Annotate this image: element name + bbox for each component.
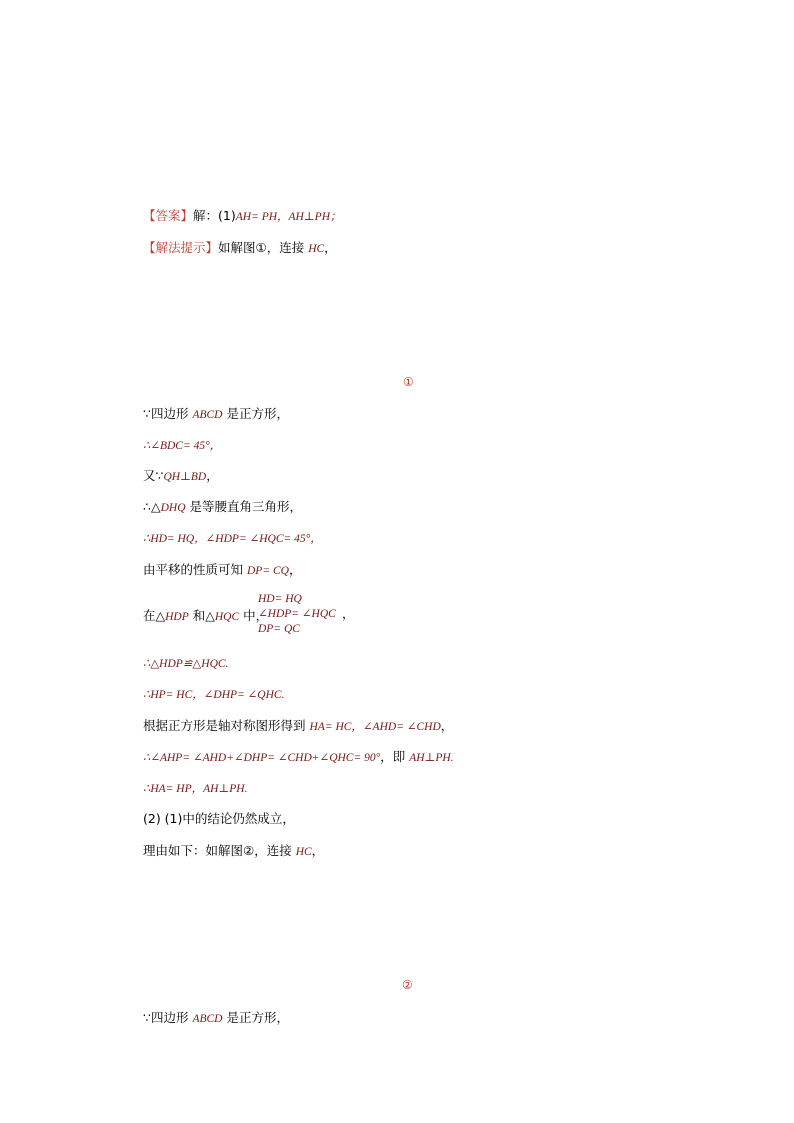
label-B: B <box>445 866 455 883</box>
proof-line-12: ∴HA= HP，AH⊥PH. <box>143 783 248 795</box>
system-eq-2: ∠HDP= ∠HQC <box>258 608 336 620</box>
label-D: D <box>359 347 371 364</box>
proof-line-1: ∵四边形 ABCD 是正方形， <box>143 406 289 421</box>
hint-text: 如解图①，连接 <box>218 240 309 255</box>
label-H: H <box>414 132 426 149</box>
proof-line-6: 由平移的性质可知 DP= CQ， <box>143 562 302 577</box>
proof-line-11: ∴∠AHP= ∠AHD+∠DHP= ∠CHD+∠QHC= 90°，即 AH⊥PH. <box>143 749 454 764</box>
answer-text: 解：(1) <box>193 208 236 223</box>
proof-line-2: ∴∠BDC= 45°， <box>143 440 222 452</box>
label-A: A <box>361 263 371 280</box>
proof-line-13: (2) (1)中的结论仍然成立， <box>143 811 295 826</box>
hint-line <box>143 240 337 257</box>
label-C: C <box>441 950 452 967</box>
label-P: P <box>383 347 393 364</box>
label-B: B <box>331 96 341 113</box>
hint-tag: 【解法提示】 <box>143 240 219 255</box>
figure-2-caption: ② <box>402 978 413 992</box>
label-H: H <box>403 284 415 301</box>
label-A: A <box>475 96 485 113</box>
proof-line-7: 在△HDP 和△HQC 中， <box>143 608 269 623</box>
hint-hc: HC <box>308 243 325 255</box>
answer-tag: 【答案】 <box>143 208 194 223</box>
system-eq-1: HD= HQ <box>258 593 302 605</box>
proof-line-9: ∴HP= HC，∠DHP= ∠QHC. <box>143 689 285 701</box>
label-A: A <box>388 96 398 113</box>
figure-1-caption: ① <box>403 375 414 389</box>
label-P: P <box>358 950 368 967</box>
proof-line-15: ∵四边形 ABCD 是正方形， <box>143 1010 289 1025</box>
label-D: D <box>540 181 552 198</box>
label-A: A <box>379 866 389 883</box>
proof-line-4: ∴△DHQ 是等腰直角三角形， <box>143 499 302 514</box>
label-Q: Q <box>347 181 359 198</box>
system-end: ， <box>342 606 355 621</box>
label-A: A <box>263 96 273 113</box>
label-H: H <box>306 117 318 134</box>
label-P: P <box>285 181 295 198</box>
label-C: C <box>451 181 462 198</box>
label-B: B <box>543 96 553 113</box>
system-eq-3: DP= QC <box>258 623 300 635</box>
answer-formula: AH= PH，AH⊥PH； <box>235 211 342 223</box>
hint-end: ， <box>324 240 337 255</box>
label-Q: Q <box>430 181 442 198</box>
proof-line-14: 理由如下：如解图②，连接 HC， <box>143 843 325 858</box>
label-Q: Q <box>419 950 431 967</box>
label-Q: Q <box>445 347 457 364</box>
system-equations <box>258 592 336 637</box>
proof-line-10: 根据正方形是轴对称图形得到 HA= HC，∠AHD= ∠CHD， <box>143 718 454 733</box>
label-C: C <box>423 347 434 364</box>
proof-line-5: ∴HD= HQ，∠HDP= ∠HQC= 45°， <box>143 533 322 545</box>
label-C: C <box>325 181 336 198</box>
label-B: B <box>427 263 437 280</box>
label-C: C <box>475 181 486 198</box>
proof-line-3: 又∵QH⊥BD， <box>143 468 219 483</box>
label-D: D <box>262 181 274 198</box>
label-B: B <box>455 96 465 113</box>
label-H: H <box>404 902 416 919</box>
label-P: P <box>369 181 379 198</box>
proof-line-8: ∴△HDP≌△HQC. <box>143 658 229 670</box>
answer-line <box>143 208 342 225</box>
label-D: D <box>389 181 401 198</box>
label-D: D <box>380 950 392 967</box>
